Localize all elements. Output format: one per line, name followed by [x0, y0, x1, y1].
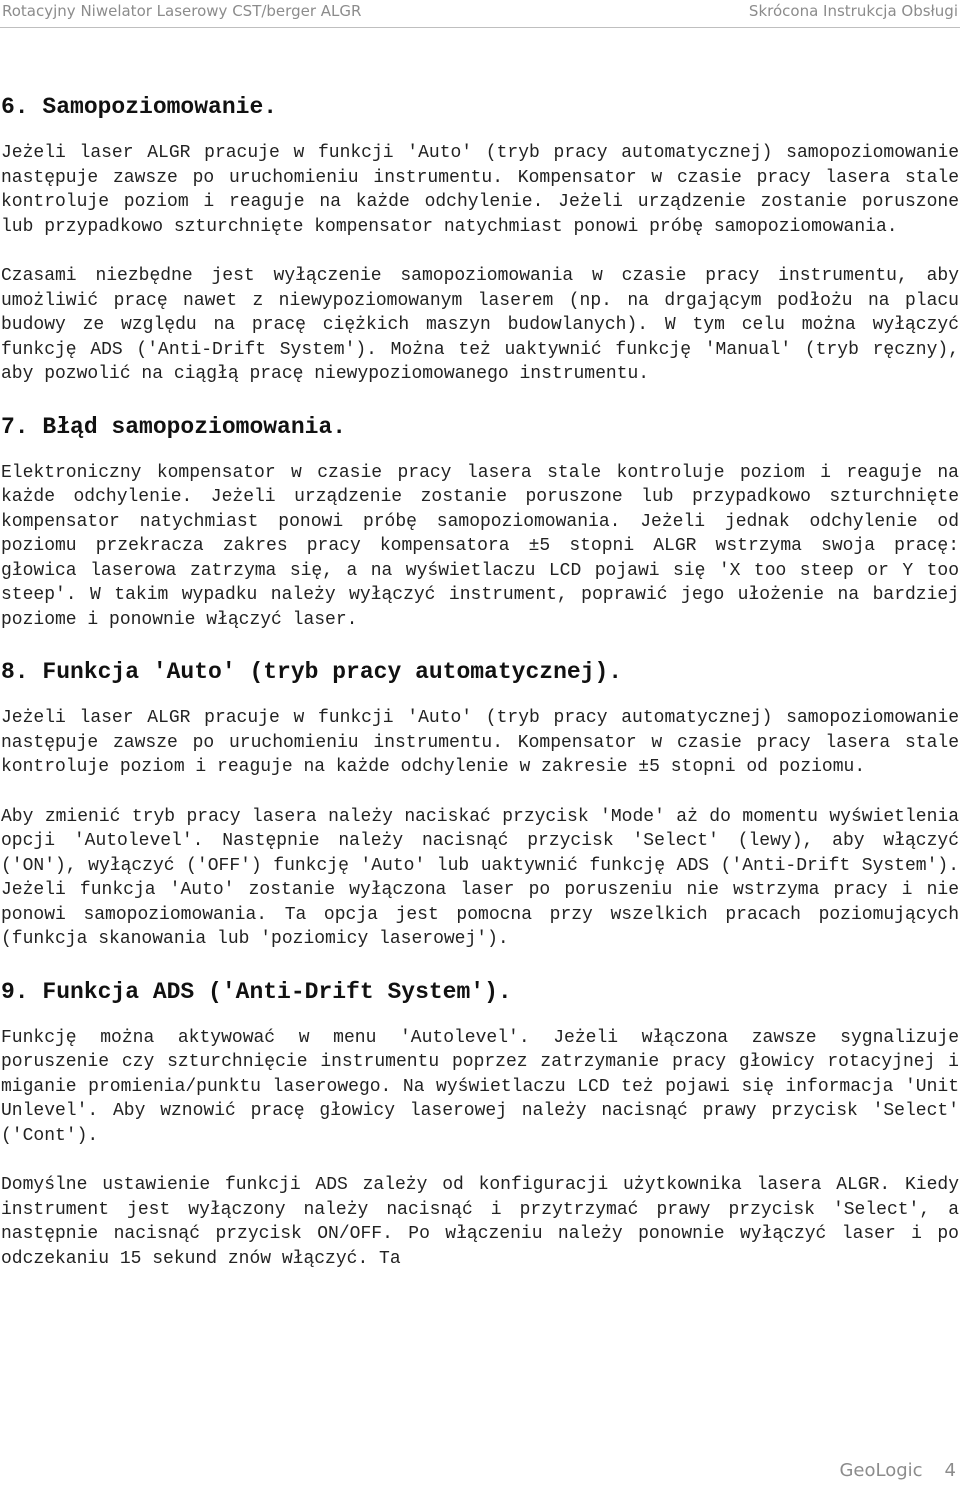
document-title: Rotacyjny Niwelator Laserowy CST/berger ALGR [2, 2, 362, 20]
section-6-paragraph-1: Jeżeli laser ALGR pracuje w funkcji 'Auto' (tryb pracy automatycznej) samopoziomowanie następuje zawsze po uruchomieniu instrumentu. Kompensator w czasie pracy lasera stale kontroluje poziom i reaguje na każde odchylenie. Jeżeli urządzenie zostanie poruszone lub przypadkowo szturchnięte kompensator natychmiast ponowi próbę samopoziomowania. [1, 143, 959, 237]
page-header [0, 0, 960, 26]
section-8-paragraph-1: Jeżeli laser ALGR pracuje w funkcji 'Auto' (tryb pracy automatycznej) samopoziomowanie następuje zawsze po uruchomieniu instrumentu. Kompensator w czasie pracy lasera stale kontroluje poziom i reaguje na każde odchylenie w zakresie ±5 stopni od poziomu. [1, 708, 959, 777]
section-8-heading: 8. Funkcja 'Auto' (tryb pracy automatycznej). [1, 659, 623, 685]
page-number: 4 [944, 1460, 956, 1481]
section-6 [1, 92, 959, 387]
section-9-heading: 9. Funkcja ADS ('Anti-Drift System'). [1, 978, 512, 1005]
section-7 [1, 412, 959, 633]
section-6-paragraph-2: Czasami niezbędne jest wyłączenie samopoziomowania w czasie pracy instrumentu, aby umożliwić pracę nawet z niewypoziomowanym laserem (np. na drgającym podłożu na placu budowy ze względu na pracę ciężkich maszyn budowlanych). W tym celu można wyłączyć funkcję ADS ('Anti-Drift System'). Można też uaktywnić funkcję 'Manual' (tryb ręczny), aby pozwolić na ciągłą pracę niewypoziomowanego instrumentu. [1, 266, 959, 384]
document-body [1, 92, 959, 1296]
section-9-paragraph-1: Funkcję można aktywować w menu 'Autolevel'. Jeżeli włączona zawsze sygnalizuje poruszenie czy szturchnięcie instrumentu poprzez zatrzymanie pracy głowicy rotacyjnej i miganie promienia/punktu laserowego. Na wyświetlaczu LCD też pojawi się informacja 'Unit Unlevel'. Aby wznowić pracę głowicy laserowej należy nacisnąć prawy przycisk 'Select' ('Cont'). [1, 1027, 959, 1146]
section-7-heading: 7. Błąd samopoziomowania. [1, 413, 347, 440]
header-divider [0, 27, 960, 28]
section-9-paragraph-2: Domyślne ustawienie funkcji ADS zależy od konfiguracji użytkownika lasera ALGR. Kiedy instrument jest wyłączony należy nacisnąć i przytrzymać prawy przycisk 'Select', a następnie nacisnąć przycisk ON/OFF. Po włączeniu należy ponownie wyłączyć laser i po odczekaniu 15 sekund znów włączyć. Ta [1, 1175, 959, 1269]
footer-brand: GeoLogic [839, 1460, 923, 1481]
page-footer [839, 1460, 956, 1481]
section-6-heading: 6. Samopoziomowanie. [1, 94, 278, 120]
section-8 [1, 657, 959, 952]
section-7-paragraph-1: Elektroniczny kompensator w czasie pracy lasera stale kontroluje poziom i reaguje na każde odchylenie. Jeżeli urządzenie zostanie poruszone lub przypadkowo szturchnięte kompensator natychmiast ponowi próbę samopoziomowania. Jeżeli jednak odchylenie od poziomu przekracza zakres pracy kompensatora ±5 stopni ALGR wstrzyma swoja pracę: głowica laserowa zatrzyma się, a na wyświetlaczu LCD pojawi się 'X too steep or Y too steep'. W takim wypadku należy wyłączyć instrument, poprawić jego ułożenie na bardziej poziome i ponownie włączyć laser. [1, 462, 959, 630]
section-9 [1, 977, 959, 1272]
document-subtitle: Skrócona Instrukcja Obsługi [748, 2, 958, 20]
section-8-paragraph-2: Aby zmienić tryb pracy lasera należy naciskać przycisk 'Mode' aż do momentu wyświetlenia opcji 'Autolevel'. Następnie należy nacisnąć przycisk 'Select' (lewy), aby włączyć ('ON'), wyłączyć ('OFF') funkcję 'Auto' lub uaktywnić funkcję ADS ('Anti-Drift System'). Jeżeli funkcja 'Auto' zostanie wyłączona laser po poruszeniu nie wstrzyma pracy i nie ponowi samopoziomowania. Ta opcja jest pomocna przy wszelkich pracach poziomujących (funkcja skanowania lub 'poziomicy laserowej'). [1, 806, 959, 949]
